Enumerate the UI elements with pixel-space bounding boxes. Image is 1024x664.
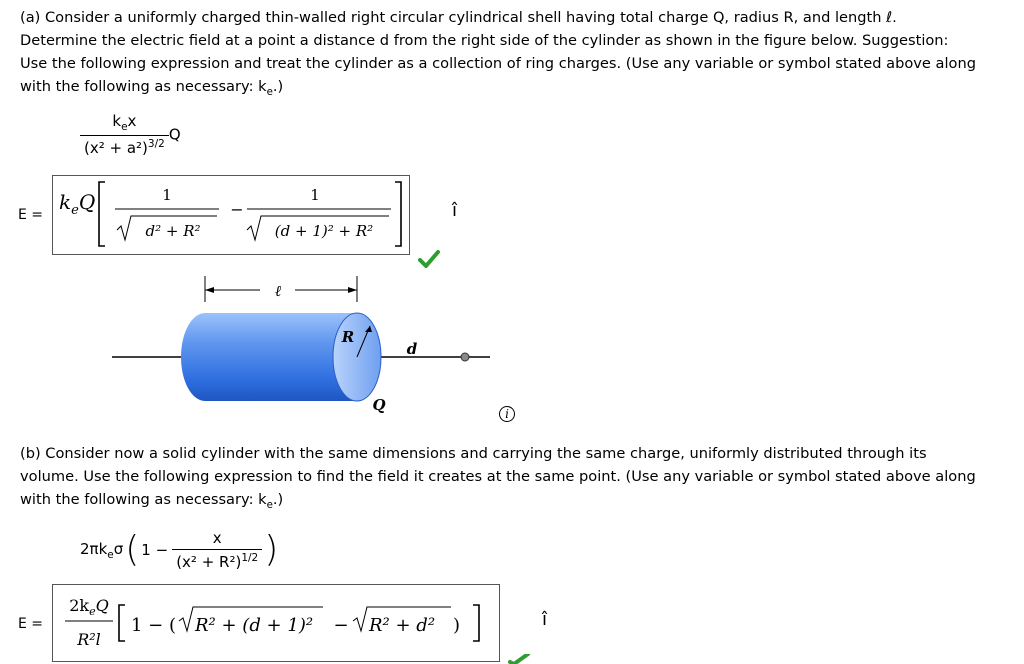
- part-b-line-1: (b) Consider now a solid cylinder with the same dimensions and carrying the same charge, uniformly distributed through its: [20, 445, 927, 462]
- info-icon[interactable]: i: [499, 406, 515, 422]
- answer-b-unit-vector: î: [542, 609, 548, 630]
- part-b-line-3: with the following as necessary: $k_e$.): [20, 491, 284, 511]
- b-left-bracket: [119, 605, 125, 641]
- answer-a-field[interactable]: [52, 175, 410, 255]
- answer-a-check-icon: [418, 250, 440, 268]
- part-a-line-2: Determine the electric field at a point a distance d from the right side of the cylinder as shown in the figure below. Suggestion:: [20, 32, 949, 49]
- hint-fraction: $\frac{k_ex}{(x^2 + a^2)^{3/2}}$: [80, 112, 169, 157]
- field-point: [461, 353, 469, 361]
- answer-b-expression: [53, 585, 499, 661]
- part-b-line-2: volume. Use the following expression to find the field it creates at the same point. (Use any variable or symbol stated above along: [20, 468, 976, 485]
- b-right-bracket: [473, 605, 479, 641]
- b-minus: −: [333, 615, 349, 636]
- frac1-denominator: d² + R²: [145, 222, 201, 240]
- distance-label: d: [406, 340, 418, 358]
- part-a-question: [20, 6, 1010, 104]
- answer-a-unit-vector: î: [452, 200, 458, 221]
- b-body-left: 1 − (: [131, 615, 176, 636]
- part-a-line-4: with the following as necessary: $k_e$.): [20, 78, 284, 98]
- b-radicand-2: R² + d²: [369, 615, 436, 636]
- hint-b-fraction: $\frac{x}{(x^2 + R^2)^{1/2}}$: [172, 529, 262, 571]
- dimension-arrow-left: [205, 287, 214, 293]
- b-body-right: ): [453, 615, 461, 636]
- b-radicand-1: R² + (d + 1)²: [195, 615, 314, 636]
- coef-denominator: R²l: [77, 630, 101, 649]
- answer-b-label: E =: [18, 616, 44, 632]
- radius-label: R: [341, 328, 355, 346]
- hint-b-one-minus: 1 −: [141, 541, 169, 559]
- charge-label: Q: [372, 396, 386, 414]
- dimension-arrow-right: [348, 287, 357, 293]
- paren-open: (: [125, 529, 140, 570]
- right-bracket: [395, 182, 401, 246]
- hint-charge: Q: [168, 125, 181, 144]
- part-b-hint-expression: [80, 522, 278, 578]
- cylinder-figure: [100, 268, 520, 418]
- part-b-question: [20, 442, 1010, 517]
- frac2-denominator: (d + 1)² + R²: [274, 222, 374, 240]
- answer-a-bracket-expression: [95, 180, 405, 250]
- answer-b-check-icon: [508, 654, 530, 664]
- minus-sign: −: [230, 200, 244, 219]
- answer-a-coefficient: $k_eQ$: [59, 190, 96, 218]
- part-a-line-3: Use the following expression and treat the cylinder as a collection of ring charges. (Use any variable or symbol stated above along: [20, 55, 976, 72]
- paren-close: ): [264, 529, 279, 570]
- answer-a-label: E =: [18, 207, 44, 223]
- part-a-line-1: (a) Consider a uniformly charged thin-walled right circular cylindrical shell having total charge Q, radius R, and length ℓ.: [20, 9, 897, 26]
- coef-numerator: $2k_eQ$: [69, 596, 109, 618]
- frac1-numerator: 1: [162, 186, 172, 204]
- hint-b-prefix: $2\pi k_e\sigma$: [80, 539, 124, 561]
- part-a-hint-expression: [80, 112, 181, 157]
- frac2-numerator: 1: [310, 186, 320, 204]
- answer-b-field[interactable]: [52, 584, 500, 662]
- left-bracket: [99, 182, 105, 246]
- length-label: ℓ: [274, 282, 282, 300]
